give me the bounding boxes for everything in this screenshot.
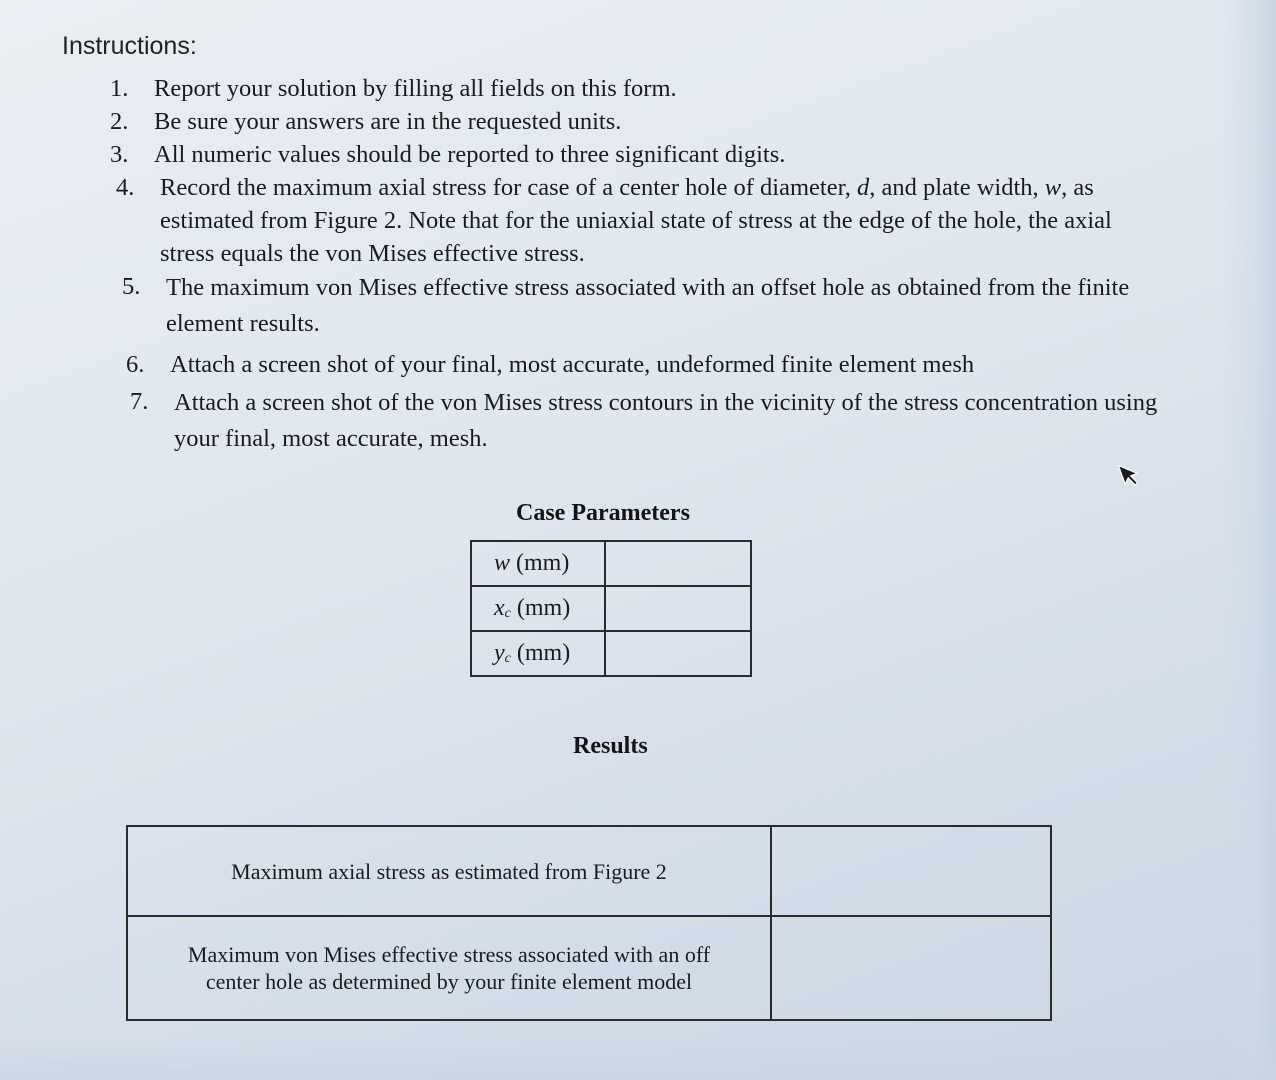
param-label-xc: $x_c$ (mm): [471, 586, 605, 631]
case-parameters-table: [470, 540, 752, 677]
param-value-xc[interactable]: [605, 586, 751, 631]
result-label-von-mises-stress: Maximum von Mises effective stress associated with an off center hole as determined by your finite element model: [127, 916, 771, 1020]
results-title: Results: [573, 733, 648, 759]
screen-edge: [1222, 0, 1276, 1080]
param-value-w[interactable]: [605, 541, 751, 586]
instruction-item: 2. Be sure your answers are in the requested units.: [110, 108, 622, 135]
instructions-list: [110, 72, 1170, 457]
arrow-pointer-icon: [1118, 458, 1144, 493]
result-value-von-mises-stress[interactable]: [771, 916, 1051, 1020]
table-row: [471, 541, 751, 586]
param-label-yc: $y_c$ (mm): [471, 631, 605, 676]
instruction-item: 7. Attach a screen shot of the von Mises stress contours in the vicinity of the stress concentration using your final, most accurate, mesh.: [130, 388, 1158, 452]
instruction-item: 6. Attach a screen shot of your final, most accurate, undeformed finite element mesh: [126, 351, 975, 378]
instruction-item: 4. Record the maximum axial stress for case of a center hole of diameter, d, and plate width, w, as estimated from Figure 2. Note that for the uniaxial state of stress at the edge of the hole, the axial stress equals the von Mises effective stress.: [116, 174, 1112, 267]
instruction-item: 1. Report your solution by filling all fields on this form.: [110, 75, 677, 102]
result-label-axial-stress: Maximum axial stress as estimated from Figure 2: [127, 826, 771, 916]
instruction-item: 5. The maximum von Mises effective stress associated with an offset hole as obtained from the finite element results.: [122, 273, 1130, 337]
screen-shade: [0, 1040, 1276, 1080]
result-value-axial-stress[interactable]: [771, 826, 1051, 916]
param-value-yc[interactable]: [605, 631, 751, 676]
results-table: [126, 825, 1052, 1021]
instructions-title: Instructions:: [62, 32, 197, 60]
table-row: [127, 916, 1051, 1020]
case-parameters-title: Case Parameters: [516, 500, 690, 526]
instruction-item: 3. All numeric values should be reported to three significant digits.: [110, 141, 786, 168]
table-row: [127, 826, 1051, 916]
table-row: [471, 631, 751, 676]
table-row: [471, 586, 751, 631]
param-label-w: w (mm): [471, 541, 605, 586]
